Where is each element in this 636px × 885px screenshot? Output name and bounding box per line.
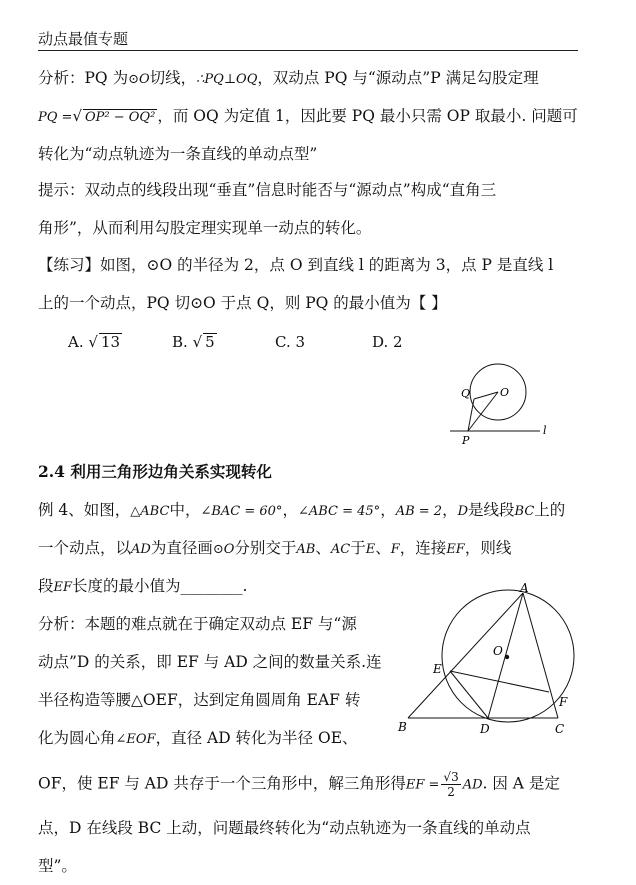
sqrt-expression: OP² − OQ² (85, 110, 156, 125)
analysis2-line3: 半径构造等腰△OEF，达到定角圆周角 EAF 转 (38, 691, 361, 709)
math: ⊙O (128, 72, 150, 87)
denominator: 2 (447, 785, 455, 799)
option-c[interactable] (275, 333, 305, 351)
text: 长度的最小值为________. (72, 577, 248, 595)
math: PQ = (38, 110, 73, 125)
math: AD (462, 777, 483, 793)
text: ， (282, 501, 298, 519)
text: 例 4、如图， (38, 501, 131, 519)
option-a[interactable]: A. √ 13 (68, 333, 121, 351)
math: ∴PQ⊥OQ (196, 72, 258, 87)
label-a: A (520, 581, 529, 595)
analysis1-line3: 转化为“动点轨迹为一条直线的单动点型” (38, 145, 318, 163)
text: ， (442, 501, 458, 519)
text: ， (380, 501, 396, 519)
math: D (457, 504, 469, 519)
header-rule (38, 50, 578, 51)
text: 为直径画 (150, 539, 213, 557)
exercise-figure (440, 355, 560, 450)
math: AB (296, 542, 316, 557)
label-f: F (559, 695, 568, 709)
math: AB = 2 (395, 504, 443, 519)
text: 于 (350, 539, 366, 557)
text: ，直径 AD 转化为半径 OE、 (155, 729, 358, 747)
analysis2-line6: 点，D 在线段 BC 上动，问题最终转化为“动点轨迹为一条直线的单动点 (38, 819, 531, 837)
option-value: 5 (205, 333, 215, 351)
math: EF (446, 542, 465, 557)
text: 、 (315, 539, 331, 557)
label-p: P (462, 434, 470, 447)
math: AD (131, 542, 151, 557)
label-o: O (500, 386, 510, 399)
option-value: 3 (295, 333, 306, 351)
analysis2-line1: 分析：本题的难点就在于确定双动点 EF 与“源 (38, 615, 357, 633)
segment-pq (468, 399, 474, 431)
label-b: B (398, 720, 407, 734)
text: 一个动点，以 (38, 539, 132, 557)
label-d: D (480, 722, 490, 736)
text: . 因 A 是定 (482, 774, 560, 793)
option-label: D. (372, 333, 389, 351)
option-label: A. (68, 333, 84, 351)
analysis1-line2: PQ =√ OP² − OQ² ，而 OQ 为定值 1，因此要 PQ 最小只需 OP 取最小. 问题可 (38, 107, 578, 125)
text: ，双动点 PQ 与“源动点”P 满足勾股定理 (257, 69, 539, 87)
option-b[interactable]: B. √ 5 (172, 333, 215, 351)
text: ，则线 (464, 539, 512, 557)
label-c: C (555, 722, 565, 736)
exercise-line2: 上的一个动点，PQ 切⊙O 于点 Q，则 PQ 的最小值为【 】 (38, 294, 447, 312)
text: 分析：PQ 为 (38, 69, 129, 87)
option-value: 13 (100, 333, 121, 351)
analysis2-line2: 动点”D 的关系，即 EF 与 AD 之间的数量关系.连 (38, 653, 382, 671)
label-o: O (493, 644, 503, 658)
text: ，而 OQ 为定值 1，因此要 PQ 最小只需 OP 取最小. 问题可 (157, 107, 578, 125)
option-label: B. (172, 333, 188, 351)
text: 上的 (534, 501, 566, 519)
option-d[interactable] (372, 333, 403, 351)
option-value: 2 (393, 333, 403, 351)
math: AC (330, 542, 351, 557)
math: ∠ABC = 45° (297, 504, 381, 519)
text: 中， (169, 501, 201, 519)
fraction (441, 770, 460, 799)
option-label: C. (275, 333, 291, 351)
page-header: 动点最值专题 (38, 30, 129, 48)
numerator: √3 (443, 770, 459, 784)
text: OF，使 EF 与 AD 共存于一个三角形中，解三角形得 (38, 774, 406, 793)
label-l: l (543, 424, 547, 437)
label-q: Q (461, 387, 471, 400)
hint-line1: 提示：双动点的线段出现“垂直”信息时能否与“源动点”构成“直角三 (38, 181, 497, 199)
math: △ABC (130, 504, 170, 519)
math: ∠BAC = 60° (200, 504, 283, 519)
example4-line1 (38, 500, 565, 522)
text: 、 (375, 539, 391, 557)
math: EF = (405, 777, 440, 793)
analysis2-line4 (38, 728, 358, 750)
segment-op (468, 392, 498, 431)
math: BC (514, 504, 535, 519)
text: 分别交于 (234, 539, 297, 557)
analysis2-line5 (38, 770, 560, 799)
analysis2-line7: 型”。 (38, 857, 77, 875)
math: F (390, 542, 400, 557)
text: 化为圆心角 (38, 729, 116, 747)
math: E (365, 542, 376, 557)
segment-oq (474, 392, 498, 399)
center-o (505, 655, 509, 659)
text: 段 (38, 577, 54, 595)
math: ∠EOF (115, 732, 156, 747)
math: ⊙O (212, 542, 235, 557)
math: EF (53, 580, 73, 595)
analysis1-line1 (38, 68, 539, 90)
text: ，连接 (399, 539, 447, 557)
text: 切线， (149, 69, 197, 87)
example4-line3 (38, 576, 247, 598)
section-title: 2.4 利用三角形边角关系实现转化 (38, 462, 272, 481)
example4-line2 (38, 538, 511, 560)
hint-line2: 角形”，从而利用勾股定理实现单一动点的转化。 (38, 219, 372, 237)
text: 是线段 (468, 501, 515, 519)
label-e: E (433, 662, 442, 676)
exercise-line1: 【练习】如图，⊙O 的半径为 2，点 O 到直线 l 的距离为 3，点 P 是直线 l (38, 256, 554, 274)
example4-figure (392, 580, 592, 740)
segment-ac (523, 593, 558, 718)
